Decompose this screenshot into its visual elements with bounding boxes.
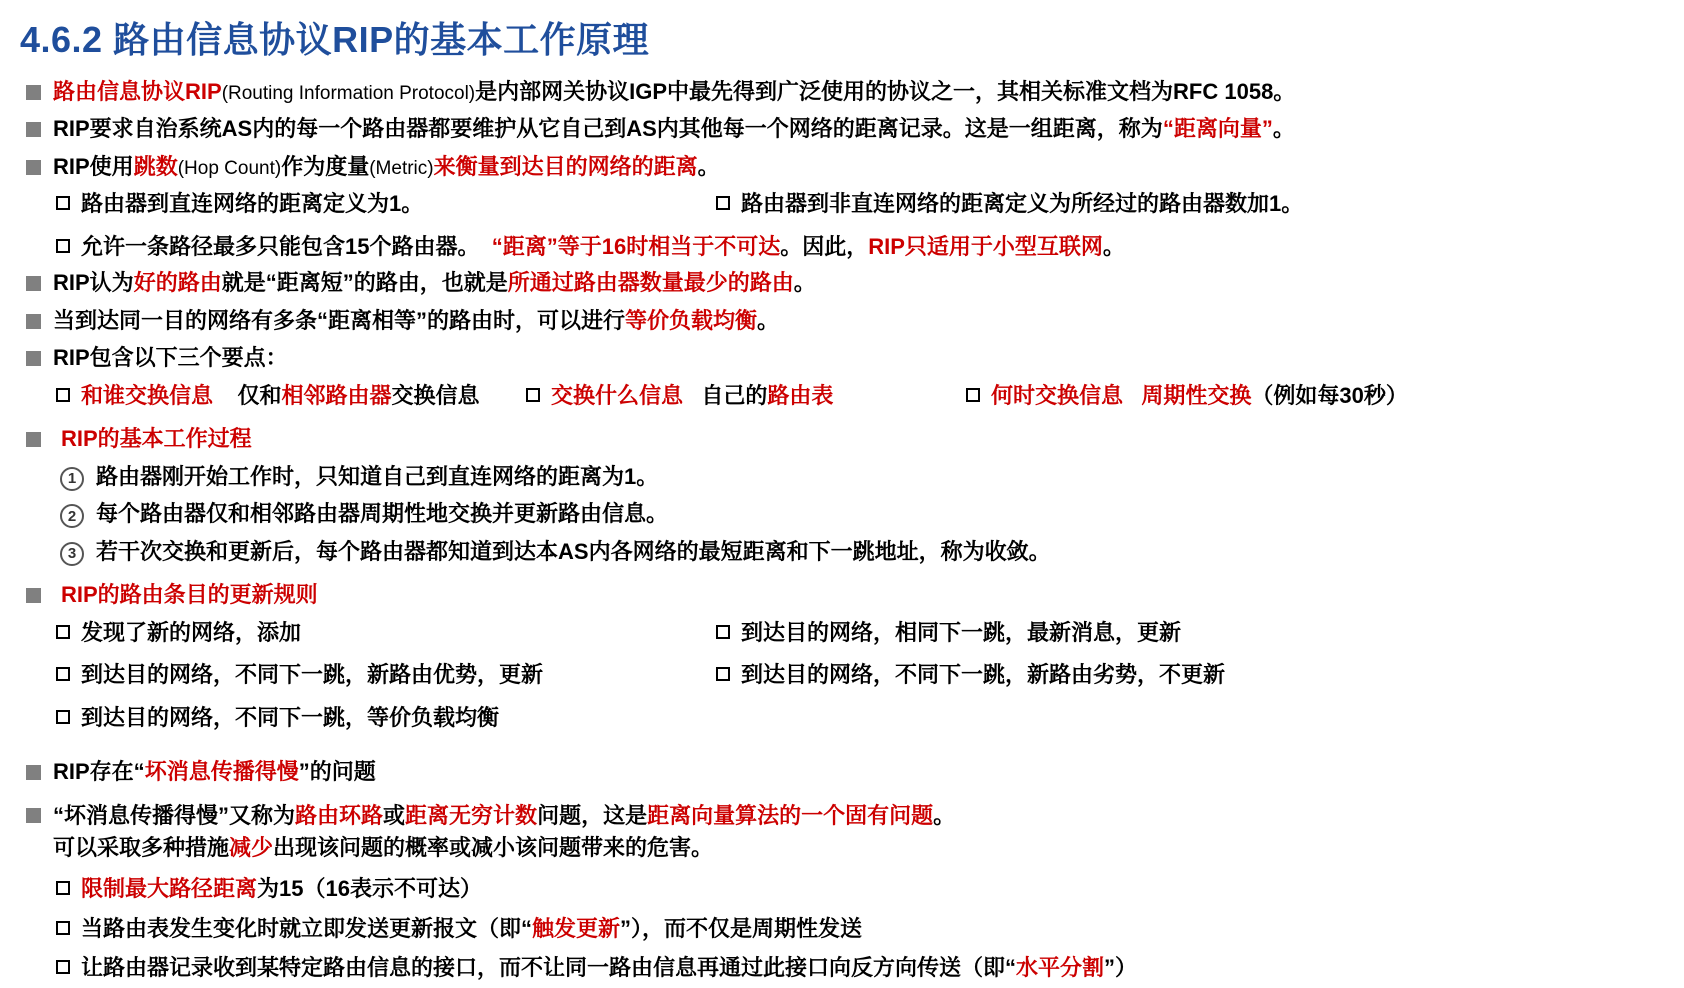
loop2-part2: 出现该问题的概率或减小该问题带来的危害。 — [273, 835, 714, 861]
k3-keyword: 周期性交换 — [1141, 382, 1252, 408]
checkbox-col-left — [56, 189, 716, 225]
rule-item-same-next-hop — [716, 618, 1670, 647]
checkbox-label — [81, 232, 1125, 261]
rule-item-equal-cost-balance — [56, 703, 716, 732]
loop-keyword1: 路由环路 — [295, 803, 384, 829]
bullet-text — [53, 268, 816, 297]
process-step-1 — [60, 462, 1670, 491]
m1-rest: 为15（16表示不可达） — [257, 876, 482, 902]
bullet-item-three-points — [26, 343, 1670, 372]
process-step-2-label: 每个路由器仅和相邻路由器周期性地交换并更新路由信息。 — [96, 501, 669, 527]
bullet3-hop-english: (Hop Count) — [177, 157, 282, 179]
bullet-item-rip-definition — [26, 77, 1670, 106]
m2-part2: ”），而不仅是周期性发送 — [620, 915, 863, 941]
bullet4-part3: 。 — [793, 270, 816, 296]
checkbox-icon — [56, 960, 70, 974]
k2-part1: 自己的 — [701, 382, 768, 408]
rule-label: 到达目的网络，不同下一跳，等价负载均衡 — [81, 704, 500, 730]
section-heading-update-rules — [26, 580, 1670, 609]
k2-title: 交换什么信息 — [551, 382, 684, 408]
loop-part1: “坏消息传播得慢”又称为 — [53, 803, 296, 829]
update-rules-col-right — [716, 618, 1670, 654]
bullet-item-hop-count — [26, 152, 1670, 181]
bullet1-english: (Routing Information Protocol) — [221, 83, 476, 104]
checkbox-item-max-15-routers — [56, 232, 1670, 261]
bullet4-part2: 就是“距离短”的路由，也就是 — [221, 270, 508, 296]
process-step-2 — [60, 499, 1670, 528]
update-rules-col-right-empty — [716, 703, 1670, 739]
square-bullet-icon — [26, 314, 41, 329]
bullet3-part1: RIP使用 — [53, 153, 134, 179]
page-title: 4.6.2 路由信息协议RIP的基本工作原理 — [20, 19, 650, 60]
checkbox-icon — [56, 710, 70, 724]
process-step-3-label: 若干次交换和更新后，每个路由器都知道到达本AS内各网络的最短距离和下一跳地址，称为收敛。 — [96, 538, 1051, 564]
checkbox-icon — [716, 667, 730, 681]
update-rules-col-right — [716, 660, 1670, 696]
routing-loop-line-2 — [53, 832, 955, 864]
k2-keyword: 路由表 — [767, 382, 834, 408]
bad-part1: RIP存在“ — [53, 758, 145, 784]
bullet-text — [53, 114, 1295, 143]
square-bullet-icon — [26, 432, 41, 447]
loop-keyword3: 距离向量算法的一个固有问题 — [647, 803, 934, 829]
checkbox-item-indirect-network — [716, 189, 1670, 218]
slide-body — [26, 77, 1670, 983]
rule-label: 到达目的网络，相同下一跳，最新消息，更新 — [741, 619, 1182, 645]
bullet5-part1: 当到达同一目的网络有多条“距离相等”的路由时，可以进行 — [53, 307, 626, 333]
checkbox-icon — [56, 667, 70, 681]
checkbox-item-direct-network — [56, 189, 716, 218]
section-heading-update-rules-label: RIP的路由条目的更新规则 — [61, 582, 318, 608]
rule-item-worse-route — [716, 660, 1670, 689]
square-bullet-icon — [26, 276, 41, 291]
rule-label: 发现了新的网络，添加 — [81, 619, 302, 645]
checkbox-icon — [56, 881, 70, 895]
c3-part2: 。因此， — [780, 233, 869, 259]
bullet2-keyword: “距离向量” — [1162, 116, 1273, 142]
bullet4-keyword1: 好的路由 — [133, 270, 222, 296]
k1-part1: 仅和 — [237, 382, 282, 408]
checkbox-col-right — [716, 189, 1670, 225]
bullet3-metric: 作为度量 — [281, 153, 370, 179]
section-heading-process — [26, 424, 1670, 453]
key-point-who — [56, 381, 526, 410]
update-rules-row-1 — [56, 618, 1670, 654]
bullet-text: RIP包含以下三个要点： — [53, 345, 288, 371]
slide-root — [0, 12, 1684, 988]
m1-keyword: 限制最大路径距离 — [81, 876, 258, 902]
rule-label: 到达目的网络，不同下一跳，新路由优势，更新 — [81, 662, 544, 688]
checkbox-icon — [56, 196, 70, 210]
checkbox-icon — [56, 921, 70, 935]
routing-loop-line-1 — [53, 800, 955, 832]
square-bullet-icon — [26, 588, 41, 603]
rule-item-better-route — [56, 660, 716, 689]
process-step-3 — [60, 537, 1670, 566]
loop-keyword2: 距离无穷计数 — [405, 803, 538, 829]
key-point-when — [966, 381, 1670, 410]
bullet2-part1: RIP要求自治系统AS内的每一个路由器都要维护从它自己到AS内其他每一个网络的距离记录。这是一组距离，称为 — [53, 116, 1163, 142]
square-bullet-icon — [26, 160, 41, 175]
update-rules-row-2 — [56, 660, 1670, 696]
checkbox-icon — [526, 388, 540, 402]
step-number-badge: 3 — [60, 542, 84, 566]
square-bullet-icon — [26, 765, 41, 780]
measure-label — [81, 953, 1137, 982]
bad-part2: ”的问题 — [298, 758, 376, 784]
k1-part2: 交换信息 — [391, 382, 480, 408]
loop-part4: 。 — [933, 803, 956, 829]
loop2-keyword: 减少 — [229, 835, 274, 861]
c3-keyword2: RIP只适用于小型互联网 — [868, 233, 1103, 259]
k3-title: 何时交换信息 — [991, 382, 1124, 408]
bullet2-part2: 。 — [1272, 116, 1295, 142]
update-rules-col-left — [56, 660, 716, 696]
measures-list — [56, 874, 1670, 982]
checkbox-label: 路由器到非直连网络的距离定义为所经过的路由器数加1。 — [741, 191, 1304, 217]
checkbox-icon — [716, 196, 730, 210]
c3-keyword1: “距离”等于16时相当于不可达 — [491, 233, 781, 259]
c3-part3: 。 — [1102, 233, 1125, 259]
k1-title: 和谁交换信息 — [81, 382, 214, 408]
checkbox-icon — [716, 625, 730, 639]
bullet4-part1: RIP认为 — [53, 270, 134, 296]
step-number-badge: 2 — [60, 504, 84, 528]
checkbox-icon — [56, 625, 70, 639]
key-point-who-label — [81, 381, 480, 410]
k1-keyword: 相邻路由器 — [281, 382, 392, 408]
measure-label — [81, 874, 482, 903]
square-bullet-icon — [26, 351, 41, 366]
key-point-what — [526, 381, 966, 410]
bullet3-measure: 来衡量到达目的网络的距离 — [433, 153, 698, 179]
c3-part1: 允许一条路径最多只能包含15个路由器。 — [81, 233, 480, 259]
bullet4-keyword2: 所通过路由器数量最少的路由 — [507, 270, 794, 296]
m3-part1: 让路由器记录收到某特定路由信息的接口，而不让同一路由信息再通过此接口向反方向传送（即“ — [81, 955, 1017, 981]
square-bullet-icon — [26, 808, 41, 823]
bad-keyword: 坏消息传播得慢 — [144, 758, 299, 784]
checkbox-row-max-path — [56, 232, 1670, 261]
square-bullet-icon — [26, 122, 41, 137]
measure-item-split-horizon — [56, 953, 1670, 982]
checkbox-icon — [56, 388, 70, 402]
checkbox-label: 路由器到直连网络的距离定义为1。 — [81, 191, 424, 217]
rule-item-new-network — [56, 618, 716, 647]
checkbox-icon — [966, 388, 980, 402]
bullet1-keyword: 路由信息协议RIP — [53, 79, 222, 104]
bullet3-end: 。 — [697, 153, 720, 179]
update-rules-row-3 — [56, 703, 1670, 739]
loop2-part1: 可以采取多种措施 — [53, 835, 230, 861]
process-step-1-label: 路由器刚开始工作时，只知道自己到直连网络的距离为1。 — [96, 463, 659, 489]
key-point-what-label — [551, 381, 833, 410]
loop-part2: 或 — [383, 803, 406, 829]
step-number-badge: 1 — [60, 467, 84, 491]
bullet-item-good-route — [26, 268, 1670, 297]
key-points-row — [56, 381, 1670, 410]
bullet5-part2: 。 — [757, 307, 780, 333]
section-heading-process-label: RIP的基本工作过程 — [61, 426, 252, 452]
bullet5-keyword: 等价负载均衡 — [625, 307, 758, 333]
bullet3-hop: 跳数 — [133, 153, 178, 179]
bullet1-rest: 是内部网关协议IGP中最先得到广泛使用的协议之一，其相关标准文档为RFC 1058。 — [475, 79, 1296, 104]
bullet-item-equal-cost — [26, 306, 1670, 335]
bullet-text — [53, 306, 779, 335]
key-point-when-label — [991, 381, 1408, 410]
measure-item-max-distance — [56, 874, 1670, 903]
bullet3-metric-english: (Metric) — [369, 157, 434, 179]
m2-keyword: 触发更新 — [532, 915, 621, 941]
bullet-text — [53, 77, 1295, 106]
measure-label — [81, 914, 862, 943]
m2-part1: 当路由表发生变化时就立即发送更新报文（即“ — [81, 915, 533, 941]
m3-keyword: 水平分割 — [1016, 955, 1105, 981]
bullet-item-distance-record — [26, 114, 1670, 143]
bullet-item-bad-news — [26, 757, 1670, 786]
routing-loop-text-block — [53, 800, 955, 864]
measure-item-triggered-update — [56, 914, 1670, 943]
m3-part2: ”） — [1104, 955, 1138, 981]
checkbox-pair-distance-definition — [56, 189, 1670, 225]
bullet-text — [53, 152, 720, 181]
update-rules-col-left — [56, 618, 716, 654]
update-rules-col-left — [56, 703, 716, 739]
bullet-item-routing-loop — [26, 800, 1670, 864]
k3-note: （例如每30秒） — [1251, 382, 1408, 408]
square-bullet-icon — [26, 85, 41, 100]
loop-part3: 问题，这是 — [537, 803, 648, 829]
rule-label: 到达目的网络，不同下一跳，新路由劣势，不更新 — [741, 662, 1226, 688]
checkbox-icon — [56, 239, 70, 253]
bullet-text — [53, 757, 376, 786]
